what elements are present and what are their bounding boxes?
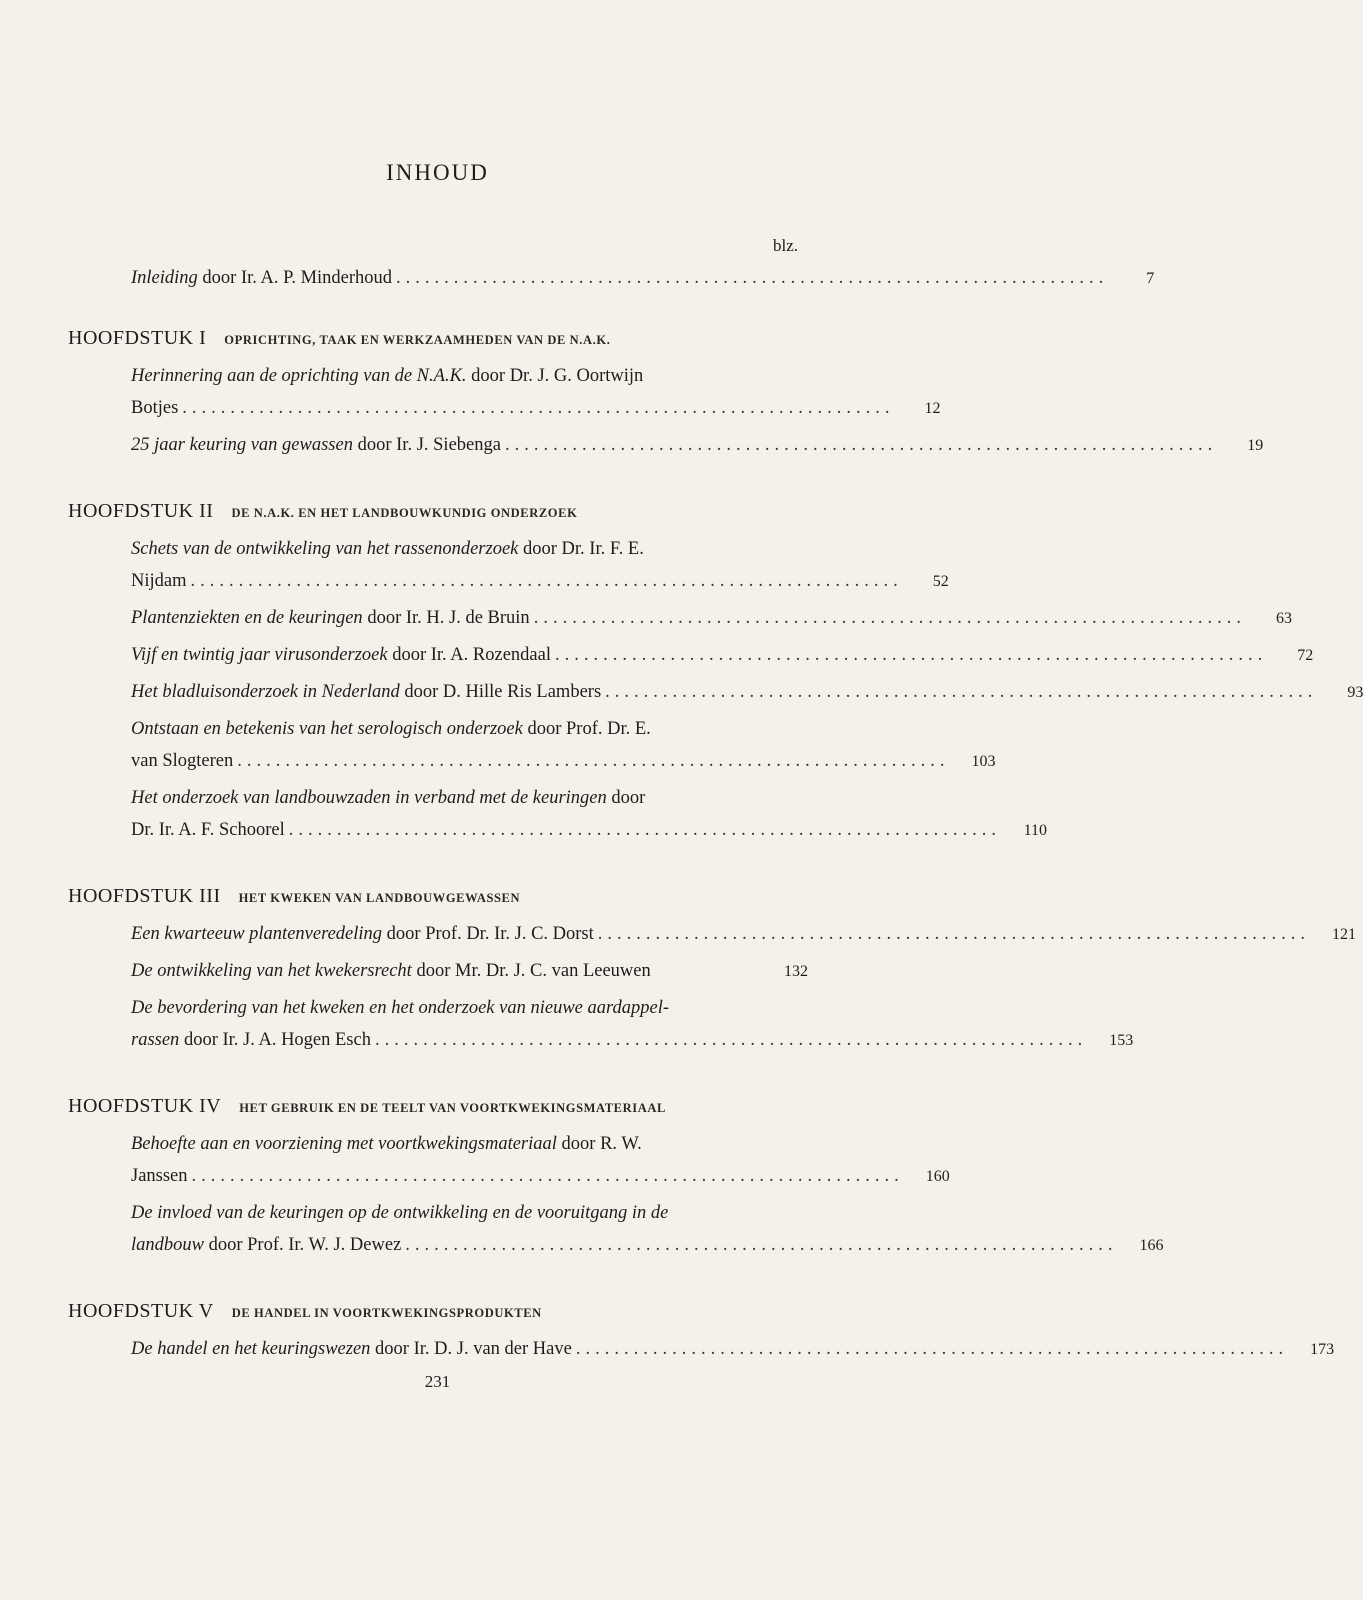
chapter-title: DE N.A.K. EN HET LANDBOUWKUNDIG ONDERZOEK: [231, 506, 578, 520]
entry-title: De invloed van de keuringen op de ontwikkeling en de vooruitgang in de: [131, 1203, 669, 1223]
entry-page: 166: [1139, 1237, 1164, 1254]
leader-dots: ..........................................................................: [190, 571, 903, 591]
entry-title: Schets van de ontwikkeling van het rassenonderzoek: [131, 539, 519, 559]
entry-title-cont: rassen: [131, 1030, 180, 1050]
toc-entry[interactable]: [131, 639, 1314, 672]
entry-author: door Ir. J. A. Hogen Esch: [183, 1030, 371, 1050]
entry-title: Een kwarteeuw plantenveredeling: [131, 924, 383, 944]
leader-dots: ..........................................................................: [605, 682, 1318, 702]
entry-author: door Prof. Dr. E.: [527, 719, 651, 739]
leader-dots: ..........................................................................: [182, 398, 895, 418]
entry-author-cont: Janssen: [131, 1166, 188, 1186]
chapter-label: HOOFDSTUK V: [68, 1300, 214, 1322]
toc-entry[interactable]: [131, 918, 1357, 951]
page-number: 231: [424, 1372, 451, 1391]
entry-author: door Ir. D. J. van der Have: [375, 1339, 572, 1359]
entry-title: Plantenziekten en de keuringen: [131, 608, 363, 628]
entry-page: 160: [925, 1168, 950, 1185]
chapter-title: DE HANDEL IN VOORTKWEKINGSPRODUKTEN: [231, 1306, 542, 1320]
chapter-label: HOOFDSTUK I: [68, 327, 207, 349]
entry-title: Ontstaan en betekenis van het serologisch onderzoek: [131, 719, 523, 739]
toc-entry[interactable]: [131, 429, 1264, 462]
toc-entry[interactable]: [131, 602, 1292, 635]
entry-title: Inleiding: [131, 268, 198, 288]
table-of-contents: [68, 262, 1363, 1366]
chapter-heading-2: [68, 500, 808, 523]
entry-author-cont: Botjes: [131, 398, 179, 418]
entry-author: door Prof. Ir. W. J. Dewez: [208, 1235, 402, 1255]
entry-title-cont: landbouw: [131, 1235, 204, 1255]
entry-author: door Mr. Dr. J. C. van Leeuwen: [416, 961, 651, 981]
toc-entry[interactable]: [131, 360, 941, 425]
entry-author: door Prof. Dr. Ir. J. C. Dorst: [386, 924, 594, 944]
toc-entry-introduction[interactable]: [131, 262, 1155, 295]
chapter-label: HOOFDSTUK IV: [68, 1095, 222, 1117]
entry-author: door Dr. J. G. Oortwijn: [471, 366, 644, 386]
entry-author: door Ir. J. Siebenga: [357, 435, 501, 455]
toc-entry[interactable]: [131, 713, 996, 778]
leader-dots: ..........................................................................: [374, 1030, 1088, 1050]
toc-entry[interactable]: [131, 676, 1363, 709]
chapter-label: HOOFDSTUK III: [68, 885, 221, 907]
entry-title: De handel en het keuringswezen: [131, 1339, 371, 1359]
entry-page: 93: [1347, 684, 1363, 701]
toc-entry[interactable]: [131, 955, 808, 988]
entry-title: 25 jaar keuring van gewassen: [131, 435, 353, 455]
entry-page: 121: [1332, 926, 1357, 943]
chapter-heading-4: [68, 1095, 808, 1118]
chapter-title: HET KWEKEN VAN LANDBOUWGEWASSEN: [238, 891, 521, 905]
entry-author: door Ir. A. P. Minderhoud: [202, 268, 393, 288]
entry-author-cont: Dr. Ir. A. F. Schoorel: [131, 820, 285, 840]
entry-title: Het onderzoek van landbouwzaden in verband met de keuringen: [131, 788, 607, 808]
toc-entry[interactable]: [131, 1128, 950, 1193]
chapter-heading-5: [68, 1300, 808, 1323]
entry-page: 110: [1023, 822, 1047, 839]
chapter-heading-3: [68, 885, 808, 908]
entry-page: 12: [924, 400, 941, 417]
leader-dots: ..........................................................................: [237, 751, 950, 771]
leader-dots: ..........................................................................: [191, 1166, 904, 1186]
entry-author: door: [611, 788, 646, 808]
leader-dots: ..........................................................................: [288, 820, 1001, 840]
leader-dots: ..........................................................................: [575, 1339, 1289, 1359]
entry-page: 19: [1247, 437, 1264, 454]
entry-author: door Dr. Ir. F. E.: [523, 539, 644, 559]
page-title: INHOUD: [386, 160, 489, 185]
toc-entry[interactable]: [131, 992, 1134, 1057]
entry-page: 7: [1146, 270, 1155, 287]
entry-author: door Ir. A. Rozendaal: [392, 645, 551, 665]
entry-author: door D. Hille Ris Lambers: [404, 682, 602, 702]
entry-page: 173: [1310, 1341, 1335, 1358]
chapter-title: HET GEBRUIK EN DE TEELT VAN VOORTKWEKINGSMATERIAAL: [239, 1101, 666, 1115]
leader-dots: ..........................................................................: [597, 924, 1311, 944]
entry-page: 103: [971, 753, 996, 770]
toc-entry[interactable]: [131, 782, 1047, 847]
toc-entry[interactable]: [131, 1197, 1164, 1262]
entry-title: De bevordering van het kweken en het onderzoek van nieuwe aardappel-: [131, 998, 670, 1018]
entry-author-cont: Nijdam: [131, 571, 187, 591]
entry-author: door Ir. H. J. de Bruin: [367, 608, 530, 628]
page-column-label: blz.: [773, 236, 799, 255]
entry-page: 72: [1297, 647, 1314, 664]
chapter-title: OPRICHTING, TAAK EN WERKZAAMHEDEN VAN DE N.A.K.: [224, 333, 611, 347]
leader-dots: ..........................................................................: [396, 268, 1109, 288]
toc-entry[interactable]: [131, 1333, 1335, 1366]
entry-author: door R. W.: [561, 1134, 642, 1154]
entry-title: Het bladluisonderzoek in Nederland: [131, 682, 400, 702]
chapter-heading-1: [68, 327, 808, 350]
leader-dots: ..........................................................................: [504, 435, 1218, 455]
leader-dots: ..........................................................................: [405, 1235, 1118, 1255]
leader-dots: ..........................................................................: [533, 608, 1246, 628]
entry-title: Herinnering aan de oprichting van de N.A.K.: [131, 366, 467, 386]
entry-page: 132: [784, 963, 808, 980]
toc-entry[interactable]: [131, 533, 949, 598]
entry-page: 153: [1109, 1032, 1134, 1049]
leader-dots: ..........................................................................: [554, 645, 1268, 665]
entry-title: Behoefte aan en voorziening met voortkwekingsmateriaal: [131, 1134, 557, 1154]
entry-author-cont: van Slogteren: [131, 751, 234, 771]
entry-page: 52: [932, 573, 949, 590]
chapter-label: HOOFDSTUK II: [68, 500, 214, 522]
entry-page: 63: [1275, 610, 1292, 627]
entry-title: De ontwikkeling van het kwekersrecht: [131, 961, 412, 981]
entry-title: Vijf en twintig jaar virusonderzoek: [131, 645, 388, 665]
